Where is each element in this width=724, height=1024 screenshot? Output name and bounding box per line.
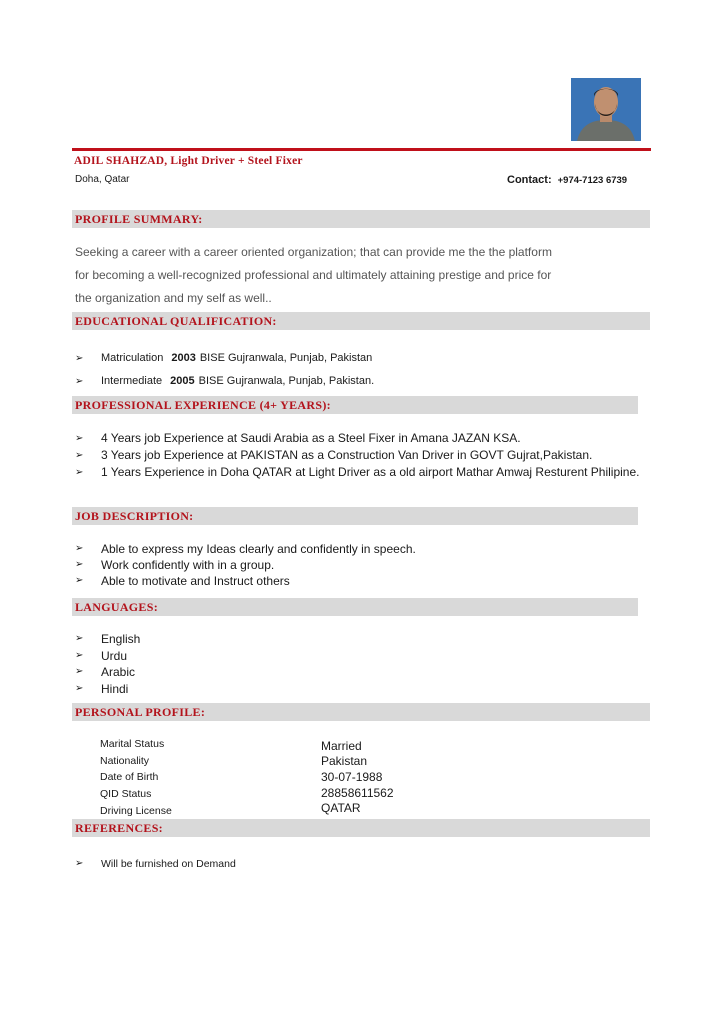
arrow-bullet-icon: ➢ — [75, 353, 84, 364]
personal-label: Date of Birth — [100, 771, 159, 783]
list-item: ➢ Matriculation 2003 BISE Gujranwala, Punjab, Pakistan — [75, 347, 374, 370]
summary-line: Seeking a career with a career oriented organization; that can provide me the the platform — [75, 245, 552, 259]
list-item: ➢ Urdu — [75, 648, 128, 663]
list-item: ➢ 1 Years Experience in Doha QATAR at Light Driver as a old airport Mathar Amwaj Resturent Philipine. — [75, 465, 640, 479]
arrow-bullet-icon: ➢ — [75, 376, 84, 387]
arrow-bullet-icon: ➢ — [75, 633, 84, 644]
contact-number: +974-7123 6739 — [557, 175, 628, 186]
list-item: ➢ Intermediate 2005 BISE Gujranwala, Punjab, Pakistan. — [75, 370, 374, 393]
list-item: ➢ 3 Years job Experience at PAKISTAN as a Construction Van Driver in GOVT Gujrat,Pakistan. — [75, 448, 593, 462]
personal-value: 28858611562 — [321, 786, 394, 800]
personal-value: Married — [321, 739, 362, 753]
profile-photo — [571, 78, 641, 141]
summary-text — [75, 241, 552, 310]
list-item: ➢ 4 Years job Experience at Saudi Arabia as a Steel Fixer in Amana JAZAN KSA. — [75, 431, 521, 445]
languages-list — [75, 631, 140, 697]
personal-value: Pakistan — [321, 754, 368, 768]
references-list — [75, 858, 236, 870]
list-item: ➢ English — [75, 632, 141, 646]
personal-value: 30-07-1988 — [321, 770, 383, 784]
personal-label: Marital Status — [100, 738, 165, 750]
arrow-bullet-icon: ➢ — [75, 666, 84, 677]
list-item: ➢ Will be furnished on Demand — [75, 858, 236, 870]
list-item: ➢ Arabic — [75, 665, 136, 679]
arrow-bullet-icon: ➢ — [75, 543, 84, 554]
section-experience: PROFESSIONAL EXPERIENCE (4+ YEARS): — [72, 396, 638, 414]
arrow-bullet-icon: ➢ — [75, 467, 84, 478]
experience-list — [75, 430, 661, 481]
name-title: ADIL SHAHZAD, Light Driver + Steel Fixer — [74, 155, 303, 167]
arrow-bullet-icon: ➢ — [75, 575, 84, 586]
job-description-list — [75, 541, 416, 589]
location: Doha, Qatar — [75, 174, 130, 185]
arrow-bullet-icon: ➢ — [75, 433, 84, 444]
contact-label: Contact: — [507, 174, 552, 186]
list-item: ➢ Able to express my Ideas clearly and confidently in speech. — [75, 542, 416, 556]
list-item: ➢ Able to motivate and Instruct others — [75, 574, 290, 588]
section-education: EDUCATIONAL QUALIFICATION: — [72, 312, 650, 330]
arrow-bullet-icon: ➢ — [75, 450, 84, 461]
section-languages: LANGUAGES: — [72, 598, 638, 616]
section-references: REFERENCES: — [72, 819, 650, 837]
section-job-description: JOB DESCRIPTION: — [72, 507, 638, 525]
personal-label: QID Status — [100, 788, 152, 800]
education-list — [75, 347, 374, 393]
personal-label: Nationality — [100, 755, 150, 767]
section-personal-profile: PERSONAL PROFILE: — [72, 703, 650, 721]
arrow-bullet-icon: ➢ — [75, 649, 84, 661]
arrow-bullet-icon: ➢ — [75, 682, 84, 694]
summary-line: the organization and my self as well.. — [75, 291, 272, 305]
header-rule — [72, 148, 651, 151]
list-item: ➢ Work confidently with in a group. — [75, 558, 275, 572]
summary-line: for becoming a well-recognized professional and ultimately attaining prestige and price for — [75, 268, 552, 282]
arrow-bullet-icon: ➢ — [75, 559, 84, 570]
personal-value: QATAR — [321, 801, 361, 815]
section-profile-summary: PROFILE SUMMARY: — [72, 210, 650, 228]
contact — [507, 174, 627, 186]
arrow-bullet-icon: ➢ — [75, 858, 84, 869]
list-item: ➢ Hindi — [75, 681, 129, 696]
person-portrait-icon — [571, 78, 641, 141]
personal-label: Driving License — [100, 805, 172, 817]
